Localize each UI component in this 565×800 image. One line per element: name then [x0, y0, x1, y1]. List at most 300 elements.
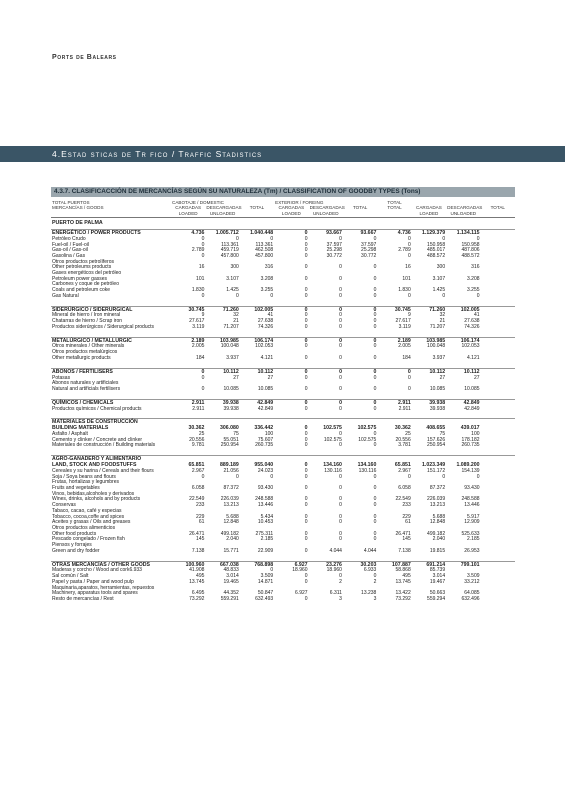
chapter-title: 4.Estad sticas de Tr fico / Traffic Stadistics: [52, 149, 263, 159]
empty-cell: [481, 399, 515, 406]
value-cell: 0: [339, 530, 342, 537]
value-cell: 27.638: [464, 318, 480, 325]
value-cell: 12.848: [429, 519, 446, 526]
value-cell: 0: [309, 306, 343, 313]
empty-cell: [481, 561, 515, 568]
row-label: BUILDING MATERIALS: [52, 425, 109, 432]
row-label: Wines, drinks, alcohols and by products: [52, 496, 141, 503]
value-cell: 667.038: [205, 561, 239, 568]
header-cell: CARGADAS: [175, 205, 202, 211]
row-label: Gas Natural: [52, 292, 79, 299]
value-cell: 2.189: [171, 337, 205, 344]
header-cell: MERCANCÍAS / GOODS: [52, 205, 104, 211]
value-cell: 0: [373, 354, 377, 361]
value-cell: 65.851: [188, 462, 205, 469]
value-cell: 0: [339, 473, 342, 480]
row-label: Chatarras de hierro / Scrap iron: [52, 318, 123, 325]
value-cell: 0: [236, 292, 239, 299]
value-cell: 2.911: [192, 405, 205, 412]
value-cell: 499.182: [427, 530, 446, 537]
empty-cell: [481, 419, 515, 426]
value-cell: 632.496: [461, 595, 480, 602]
row-label: Tobacco, cocoa,coffe and spices: [52, 513, 125, 520]
value-cell: 0: [373, 323, 377, 330]
value-cell: 0: [304, 405, 308, 412]
value-cell: 2.005: [398, 343, 411, 350]
value-cell: 0: [304, 312, 308, 319]
value-cell: 226.039: [427, 496, 446, 503]
value-cell: 16: [405, 264, 411, 271]
value-cell: 13.213: [223, 502, 239, 509]
row-label: Sal común / Salt: [52, 573, 89, 580]
value-cell: 691.214: [412, 561, 446, 568]
value-cell: 0: [339, 442, 342, 449]
value-cell: 39.938: [205, 399, 239, 406]
value-cell: 559.291: [220, 595, 239, 602]
value-cell: 13.238: [361, 590, 377, 597]
row-label: Other food products: [52, 530, 97, 537]
value-cell: 0: [407, 241, 411, 248]
value-cell: 71.207: [223, 323, 239, 330]
row-label: Machinery, apparatus tools and spares: [52, 590, 138, 597]
value-cell: 19.465: [223, 578, 239, 585]
row-label: Natural and artificials fertilisers: [52, 385, 121, 392]
value-cell: 0: [373, 292, 377, 299]
value-cell: 73.292: [395, 595, 411, 602]
empty-cell: [481, 337, 515, 344]
row-label: Vinos, bebidas,alcoholes y derivados: [52, 490, 135, 497]
value-cell: 0: [309, 399, 343, 406]
value-cell: 3.208: [467, 275, 480, 282]
row-label: Coals and petroleum coke: [52, 287, 111, 294]
header-cell: CABOTAJE / DOMESTIC: [172, 200, 224, 205]
value-cell: 0: [201, 385, 205, 392]
value-cell: 4.044: [329, 547, 342, 554]
value-cell: 3.014: [432, 573, 446, 580]
value-cell: 32: [233, 312, 239, 319]
header-cell: DESCARGADAS: [447, 205, 483, 211]
value-cell: 55.051: [223, 436, 239, 443]
goods-classification-table: [51, 200, 515, 603]
value-cell: 0: [339, 312, 342, 319]
value-cell: 0: [304, 241, 308, 248]
row-label: Maderas y corcho / Wood and cork6.933: [52, 567, 142, 574]
row-label: Other metallurgic products: [52, 354, 111, 361]
value-cell: 0: [274, 229, 308, 236]
value-cell: 42.849: [464, 405, 480, 412]
value-cell: 87.372: [223, 485, 239, 492]
value-cell: 2: [339, 578, 342, 585]
value-cell: 0: [309, 368, 343, 375]
row-label: Gases energéticos del petróleo: [52, 270, 122, 277]
value-cell: 0: [274, 399, 308, 406]
value-cell: 18.960: [326, 567, 342, 574]
value-cell: 21: [233, 318, 239, 325]
value-cell: 0: [304, 385, 308, 392]
value-cell: 20.556: [189, 436, 205, 443]
value-cell: 85.739: [429, 567, 446, 574]
value-cell: 3.937: [226, 354, 239, 361]
value-cell: 2.789: [191, 247, 205, 254]
value-cell: 134.160: [357, 462, 377, 469]
empty-cell: [481, 597, 515, 603]
value-cell: 102.005: [240, 306, 274, 313]
value-cell: 102.575: [323, 425, 342, 432]
value-cell: 93.667: [343, 229, 377, 236]
row-label: Otros productos metalúrgicos: [52, 349, 118, 356]
value-cell: 229: [196, 513, 205, 520]
value-cell: 100: [264, 431, 274, 438]
value-cell: 42.849: [446, 399, 480, 406]
value-cell: 0: [407, 292, 411, 299]
value-cell: 184: [402, 354, 411, 361]
row-label: Abonos naturales y artificiales: [52, 380, 119, 387]
value-cell: 250.954: [220, 442, 239, 449]
value-cell: 14.871: [257, 578, 274, 585]
row-label: METALÚRGICO / METALLURGIC: [51, 337, 171, 344]
row-label: QUÍMICOS / CHEMICALS: [51, 399, 171, 406]
header-cell: DESCARGADAS: [206, 205, 242, 211]
value-cell: 10.085: [464, 385, 480, 392]
value-cell: 248.588: [461, 496, 480, 503]
value-cell: 1.005.712: [205, 229, 239, 236]
value-cell: 2.185: [260, 536, 274, 543]
value-cell: 0: [339, 374, 342, 381]
header-cell: TOTAL: [387, 200, 402, 205]
value-cell: 2.789: [398, 247, 411, 254]
value-cell: 100.960: [171, 561, 205, 568]
value-cell: 0: [339, 496, 342, 503]
value-cell: 2.005: [191, 343, 205, 350]
value-cell: 13.422: [395, 590, 411, 597]
row-label: MATERIALES DE CONSTRUCCIÓN: [51, 419, 171, 426]
value-cell: 0: [201, 374, 205, 381]
value-cell: 955.040: [254, 462, 274, 469]
value-cell: 485.017: [427, 247, 446, 254]
value-cell: 250.954: [427, 442, 446, 449]
value-cell: 25: [405, 431, 411, 438]
value-cell: 0: [476, 235, 480, 242]
value-cell: 93.430: [464, 485, 480, 492]
value-cell: 3.255: [467, 287, 480, 294]
value-cell: 3.119: [192, 323, 205, 330]
value-cell: 150.958: [427, 241, 446, 248]
row-label: Maquinaria,aparatos, herramientas, repuestos: [52, 584, 155, 591]
row-label: Resto de mercancías / Rest: [52, 595, 114, 602]
value-cell: 300: [230, 264, 239, 271]
value-cell: 71.260: [412, 306, 446, 313]
value-cell: 0: [304, 530, 308, 537]
value-cell: 3.781: [398, 442, 411, 449]
row-label: OTRAS MERCANCÍAS / OTHER GOODS: [51, 561, 171, 568]
value-cell: 13.446: [257, 502, 274, 509]
value-cell: 50.847: [257, 590, 274, 597]
value-cell: 39.938: [429, 405, 446, 412]
value-cell: 0: [339, 264, 342, 271]
value-cell: 10.453: [257, 519, 274, 526]
value-cell: 0: [373, 275, 377, 282]
value-cell: 0: [373, 287, 377, 294]
value-cell: 459.719: [220, 247, 239, 254]
value-cell: 0: [373, 485, 377, 492]
value-cell: 0: [304, 547, 308, 554]
value-cell: 260.735: [255, 442, 274, 449]
value-cell: 0: [304, 425, 308, 432]
value-cell: 226.039: [220, 496, 239, 503]
value-cell: 102.575: [358, 436, 377, 443]
header-cell: TOTAL PUERTOS: [52, 200, 90, 205]
value-cell: 157.626: [427, 436, 446, 443]
value-cell: 0: [373, 405, 377, 412]
value-cell: 27.638: [257, 318, 274, 325]
value-cell: 0: [339, 513, 342, 520]
value-cell: 1.129.379: [412, 229, 446, 236]
value-cell: 0: [407, 473, 411, 480]
value-cell: 0: [270, 292, 274, 299]
value-cell: 0: [304, 354, 308, 361]
value-cell: 0: [339, 385, 342, 392]
value-cell: 0: [304, 275, 308, 282]
value-cell: 12.909: [464, 519, 480, 526]
value-cell: 0: [407, 235, 411, 242]
value-cell: 336.442: [254, 425, 274, 432]
value-cell: 0: [339, 354, 342, 361]
header-cell: TOTAL: [490, 205, 505, 211]
value-cell: 3.509: [260, 573, 274, 580]
row-label: Soja / Soya beans and flours: [52, 473, 116, 480]
value-cell: 0: [343, 306, 377, 313]
value-cell: 0: [339, 573, 342, 580]
row-label: Gasolina / Gas: [52, 252, 86, 259]
value-cell: 87.372: [429, 485, 446, 492]
value-cell: 61: [198, 519, 205, 526]
value-cell: 151.172: [427, 467, 446, 474]
value-cell: 6.311: [329, 590, 342, 597]
header-cell: DESCARGADAS: [309, 205, 345, 211]
value-cell: 229: [402, 513, 411, 520]
value-cell: 0: [304, 287, 308, 294]
value-cell: 0: [304, 442, 308, 449]
value-cell: 0: [304, 502, 308, 509]
value-cell: 0: [373, 536, 377, 543]
value-cell: 316: [264, 264, 274, 271]
header-cell: TOTAL: [387, 205, 402, 211]
row-label: Petróleo Crudo: [52, 235, 86, 242]
value-cell: 0: [201, 292, 205, 299]
value-cell: 178.182: [461, 436, 480, 443]
value-cell: 0: [236, 235, 239, 242]
value-cell: 0: [304, 513, 308, 520]
value-cell: 0: [373, 431, 377, 438]
value-cell: 316: [471, 264, 480, 271]
value-cell: 1.089.200: [456, 462, 480, 469]
value-cell: 0: [304, 431, 308, 438]
value-cell: 32: [439, 312, 446, 319]
value-cell: 5.917: [467, 513, 480, 520]
value-cell: 13.213: [429, 502, 446, 509]
value-cell: 0: [373, 385, 377, 392]
value-cell: 2.911: [377, 399, 411, 406]
header-cell: CARGADAS: [278, 205, 305, 211]
value-cell: [274, 419, 308, 426]
value-cell: 113.361: [255, 241, 274, 248]
value-cell: 0: [274, 306, 308, 313]
region-label: PUERTO DE PALMA: [52, 220, 103, 227]
row-label: Cemento y clinker / Concrete and clinker: [52, 436, 143, 443]
value-cell: 3.014: [226, 573, 239, 580]
row-label: Cereales y su harina / Cereals and their flours: [52, 467, 154, 474]
value-cell: 0: [270, 473, 274, 480]
row-label: Tabaco, cacao, café y especias: [52, 507, 122, 514]
value-cell: 3.119: [398, 323, 411, 330]
value-cell: 130.116: [358, 467, 377, 474]
value-cell: 0: [373, 343, 377, 350]
value-cell: 27: [233, 374, 239, 381]
header-cell: UNLOADED: [312, 210, 339, 216]
value-cell: 9: [407, 312, 411, 319]
header-cell: LOADED: [419, 210, 439, 216]
value-cell: 30.362: [394, 425, 411, 432]
value-cell: 462.508: [255, 247, 274, 254]
value-cell: 300: [436, 264, 446, 271]
row-label: Piensos y forrajes: [52, 542, 92, 549]
value-cell: 1.425: [226, 287, 239, 294]
value-cell: 42.849: [240, 399, 274, 406]
value-cell: 6.495: [191, 590, 205, 597]
value-cell: 5.434: [260, 513, 274, 520]
value-cell: 41.908: [189, 567, 205, 574]
value-cell: 7.138: [398, 547, 411, 554]
value-cell: 3.107: [432, 275, 446, 282]
value-cell: 0: [309, 337, 343, 344]
header-cell: UNLOADED: [209, 210, 236, 216]
value-cell: 248.588: [255, 496, 274, 503]
value-cell: 4.044: [363, 547, 377, 554]
value-cell: 0: [373, 264, 377, 271]
value-cell: 33.212: [464, 578, 480, 585]
value-cell: 130.116: [324, 467, 342, 474]
value-cell: 5.688: [432, 513, 446, 520]
empty-cell: [481, 306, 515, 313]
value-cell: 65.851: [394, 462, 411, 469]
row-label: Aceites y grasas / Oils and greases: [52, 519, 131, 526]
row-label: Otros productos petrolíferos: [52, 258, 114, 265]
value-cell: 26.471: [395, 530, 411, 537]
value-cell: 1.134.115: [446, 229, 480, 236]
value-cell: 0: [442, 473, 446, 480]
value-cell: 41: [473, 312, 480, 319]
value-cell: 6.058: [398, 485, 411, 492]
value-cell: 2.185: [467, 536, 480, 543]
value-cell: 0: [339, 485, 342, 492]
value-cell: 6.927: [295, 590, 308, 597]
value-cell: 0: [304, 467, 308, 474]
value-cell: 488.572: [461, 252, 480, 259]
value-cell: 0: [274, 337, 308, 344]
value-cell: 768.898: [240, 561, 274, 568]
value-cell: 93.667: [309, 229, 343, 236]
value-cell: 50.663: [429, 590, 446, 597]
value-cell: 0: [373, 530, 377, 537]
value-cell: 0: [442, 235, 446, 242]
value-cell: 23.276: [309, 561, 343, 568]
value-cell: 44.352: [223, 590, 239, 597]
value-cell: 0: [304, 323, 308, 330]
value-cell: 0: [201, 473, 205, 480]
value-cell: 260.735: [461, 442, 480, 449]
value-cell: 22.909: [257, 547, 274, 554]
value-cell: 233: [196, 502, 205, 509]
section-title: 4.3.7. CLASIFICACCIÓN DE MERCANCÍAS SEGÚN SU NATURALEZA (Tm) / CLASSIFICATION OF GOODBY TYPES (Tons): [54, 188, 421, 195]
value-cell: 10.112: [205, 368, 239, 375]
value-cell: 4.121: [467, 354, 480, 361]
value-cell: 0: [339, 519, 342, 526]
value-cell: 103.985: [412, 337, 446, 344]
value-cell: 101: [402, 275, 411, 282]
org-name: Ports de Balears: [52, 54, 117, 61]
row-label: LAND, STOCK AND FOODSTUFFS: [52, 462, 137, 469]
value-cell: 37.597: [326, 241, 342, 248]
header-cell: LOADED: [281, 210, 301, 216]
row-label: Materiales de construcción / Building materials: [52, 442, 156, 449]
value-cell: 27: [267, 374, 274, 381]
value-cell: 0: [201, 252, 205, 259]
value-cell: 61: [405, 519, 411, 526]
value-cell: 0: [304, 485, 308, 492]
value-cell: 0: [373, 513, 377, 520]
row-label: Frutas, hortalizas y legumbres: [52, 479, 119, 486]
value-cell: 0: [373, 374, 377, 381]
value-cell: 0: [407, 385, 411, 392]
value-cell: 10.085: [223, 385, 239, 392]
value-cell: 0: [304, 578, 308, 585]
row-label: Otros minerales / Other minerals: [52, 343, 125, 350]
value-cell: 2.189: [377, 337, 411, 344]
value-cell: 6.933: [363, 567, 377, 574]
value-cell: 0: [339, 536, 342, 543]
value-cell: 0: [339, 292, 342, 299]
value-cell: 0: [304, 462, 308, 469]
value-cell: 27: [439, 374, 446, 381]
value-cell: 19.467: [429, 578, 446, 585]
value-cell: 0: [304, 374, 308, 381]
value-cell: 0: [274, 368, 308, 375]
value-cell: 2.967: [191, 467, 205, 474]
value-cell: 306.080: [220, 425, 239, 432]
value-cell: 495: [402, 573, 411, 580]
value-cell: 100.048: [427, 343, 446, 350]
value-cell: 58.868: [395, 567, 411, 574]
value-cell: 10.112: [446, 368, 480, 375]
value-cell: 19.815: [429, 547, 446, 554]
value-cell: 2.040: [432, 536, 446, 543]
value-cell: 0: [304, 343, 308, 350]
category-row: [51, 419, 515, 426]
value-cell: 0: [343, 337, 377, 344]
category-row: [51, 229, 515, 236]
value-cell: 74.326: [464, 323, 480, 330]
value-cell: 275.311: [255, 530, 274, 537]
value-cell: 0: [339, 502, 342, 509]
value-cell: 525.633: [461, 530, 480, 537]
value-cell: 488.572: [427, 252, 446, 259]
value-cell: 0: [339, 343, 342, 350]
value-cell: 13.446: [464, 502, 480, 509]
value-cell: 27.617: [189, 318, 205, 325]
value-cell: 22.549: [189, 496, 205, 503]
row-label: Otros productos alimenticios: [52, 524, 116, 531]
value-cell: 3.255: [260, 287, 274, 294]
